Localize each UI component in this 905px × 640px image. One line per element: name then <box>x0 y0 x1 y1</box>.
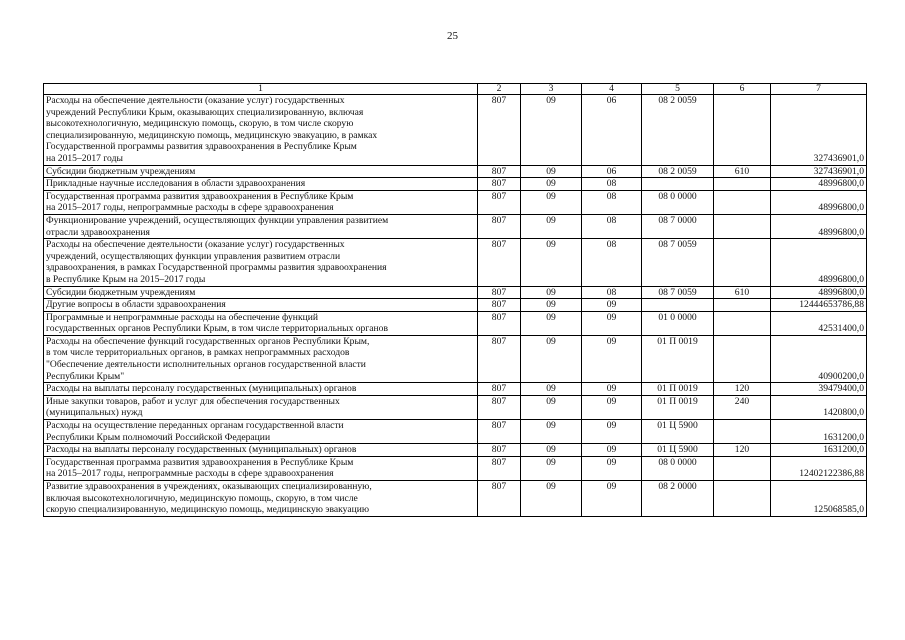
amount: 48996800,0 <box>771 239 867 286</box>
code-ministry: 807 <box>478 239 521 286</box>
code-ministry: 807 <box>478 95 521 166</box>
description-line: на 2015–2017 годы, непрограммные расходы в сфере здравоохранения <box>46 202 334 214</box>
code-subsection: 09 <box>582 444 642 457</box>
code-ministry: 807 <box>478 178 521 191</box>
code-expense-type <box>714 95 771 166</box>
description-line: Расходы на обеспечение деятельности (оказание услуг) государственных <box>46 239 345 251</box>
code-target: 08 7 0059 <box>642 286 714 299</box>
code-ministry: 807 <box>478 420 521 444</box>
amount: 327436901,0 <box>771 95 867 166</box>
code-expense-type: 240 <box>714 395 771 419</box>
code-target <box>642 178 714 191</box>
amount: 39479400,0 <box>771 383 867 396</box>
table-row <box>44 444 867 457</box>
row-description <box>44 420 478 444</box>
description-line: "Обеспечение деятельности исполнительных органов государственной власти <box>46 359 366 371</box>
row-description <box>44 190 478 214</box>
code-section: 09 <box>521 311 582 335</box>
table-row <box>44 311 867 335</box>
code-ministry: 807 <box>478 335 521 382</box>
table-row <box>44 95 867 166</box>
description-line: включая высокотехнологичную, медицинскую помощь, скорую, в том числе <box>46 492 358 504</box>
description-line: Субсидии бюджетным учреждениям <box>46 165 196 177</box>
code-target: 01 0 0000 <box>642 311 714 335</box>
code-target: 08 0 0000 <box>642 456 714 480</box>
code-subsection: 09 <box>582 335 642 382</box>
header-cell: 2 <box>478 84 521 95</box>
table-row <box>44 395 867 419</box>
table-row <box>44 481 867 517</box>
code-section: 09 <box>521 444 582 457</box>
code-expense-type <box>714 214 771 238</box>
description-line: Государственной программы развития здравоохранения в Республике Крым <box>46 141 357 153</box>
table-row <box>44 178 867 191</box>
code-subsection: 06 <box>582 95 642 166</box>
code-ministry: 807 <box>478 286 521 299</box>
code-ministry: 807 <box>478 395 521 419</box>
code-section: 09 <box>521 214 582 238</box>
description-line: Развитие здравоохранения в учреждениях, оказывающих специализированную, <box>46 481 372 492</box>
budget-table <box>43 83 867 517</box>
table-row <box>44 383 867 396</box>
header-cell: 1 <box>44 84 478 95</box>
code-expense-type <box>714 178 771 191</box>
table-row <box>44 286 867 299</box>
description-line: Государственная программа развития здравоохранения в Республике Крым <box>46 456 354 468</box>
row-description <box>44 239 478 286</box>
description-line: Иные закупки товаров, работ и услуг для обеспечения государственных <box>46 395 340 407</box>
code-ministry: 807 <box>478 299 521 312</box>
code-subsection: 08 <box>582 286 642 299</box>
description-line: Прикладные научные исследования в области здравоохранения <box>46 178 306 190</box>
code-subsection: 09 <box>582 420 642 444</box>
code-section: 09 <box>521 190 582 214</box>
code-target <box>642 299 714 312</box>
code-ministry: 807 <box>478 481 521 517</box>
amount: 1631200,0 <box>771 420 867 444</box>
description-line: Расходы на выплаты персоналу государственных (муниципальных) органов <box>46 383 357 395</box>
code-expense-type <box>714 456 771 480</box>
description-line: Расходы на выплаты персоналу государственных (муниципальных) органов <box>46 444 357 456</box>
code-section: 09 <box>521 335 582 382</box>
row-description <box>44 481 478 517</box>
code-expense-type <box>714 311 771 335</box>
table-row <box>44 214 867 238</box>
row-description <box>44 444 478 457</box>
table-row <box>44 299 867 312</box>
description-line: высокотехнологичную, медицинскую помощь, скорую, в том числе скорую <box>46 118 354 130</box>
description-line: Республики Крым полномочий Российской Федерации <box>46 431 271 443</box>
code-expense-type: 610 <box>714 165 771 178</box>
code-subsection: 09 <box>582 456 642 480</box>
row-description <box>44 178 478 191</box>
code-section: 09 <box>521 420 582 444</box>
description-line: специализированную, медицинскую помощь, медицинскую эвакуацию, в рамках <box>46 129 378 141</box>
row-description <box>44 311 478 335</box>
table-row <box>44 420 867 444</box>
code-ministry: 807 <box>478 165 521 178</box>
code-subsection: 08 <box>582 190 642 214</box>
amount: 48996800,0 <box>771 190 867 214</box>
amount: 42531400,0 <box>771 311 867 335</box>
description-line: здравоохранения, в рамках Государственной программы развития здравоохранения <box>46 262 387 274</box>
description-line: учреждений Республики Крым, оказывающих специализированную, включая <box>46 106 364 118</box>
code-target: 08 0 0000 <box>642 190 714 214</box>
code-expense-type <box>714 190 771 214</box>
code-section: 09 <box>521 178 582 191</box>
code-target: 08 2 0059 <box>642 95 714 166</box>
row-description <box>44 395 478 419</box>
amount: 327436901,0 <box>771 165 867 178</box>
row-description <box>44 456 478 480</box>
code-subsection: 09 <box>582 383 642 396</box>
amount: 125068585,0 <box>771 481 867 517</box>
table-row <box>44 190 867 214</box>
code-subsection: 09 <box>582 311 642 335</box>
description-line: государственных органов Республики Крым, в том числе территориальных органов <box>46 323 389 335</box>
code-target: 01 П 0019 <box>642 395 714 419</box>
header-row <box>44 84 867 95</box>
code-ministry: 807 <box>478 311 521 335</box>
description-line: на 2015–2017 годы, непрограммные расходы в сфере здравоохранения <box>46 468 334 480</box>
code-expense-type <box>714 299 771 312</box>
code-section: 09 <box>521 299 582 312</box>
code-section: 09 <box>521 481 582 517</box>
amount: 48996800,0 <box>771 286 867 299</box>
header-cell: 6 <box>714 84 771 95</box>
code-subsection: 08 <box>582 214 642 238</box>
row-description <box>44 383 478 396</box>
amount: 1420800,0 <box>771 395 867 419</box>
code-ministry: 807 <box>478 456 521 480</box>
description-line: Государственная программа развития здравоохранения в Республике Крым <box>46 190 354 202</box>
code-target: 01 П 0019 <box>642 335 714 382</box>
amount: 12444653786,88 <box>771 299 867 312</box>
table-row <box>44 335 867 382</box>
row-description <box>44 299 478 312</box>
code-target: 08 2 0059 <box>642 165 714 178</box>
header-cell: 4 <box>582 84 642 95</box>
code-section: 09 <box>521 95 582 166</box>
code-subsection: 09 <box>582 481 642 517</box>
row-description <box>44 165 478 178</box>
code-expense-type: 610 <box>714 286 771 299</box>
code-target: 01 Ц 5900 <box>642 444 714 457</box>
description-line: в том числе территориальных органов, в рамках непрограммных расходов <box>46 347 350 359</box>
code-subsection: 06 <box>582 165 642 178</box>
row-description <box>44 214 478 238</box>
code-subsection: 09 <box>582 395 642 419</box>
code-target: 01 П 0019 <box>642 383 714 396</box>
code-expense-type <box>714 420 771 444</box>
code-section: 09 <box>521 456 582 480</box>
row-description <box>44 95 478 166</box>
code-target: 01 Ц 5900 <box>642 420 714 444</box>
code-target: 08 2 0000 <box>642 481 714 517</box>
amount: 1631200,0 <box>771 444 867 457</box>
code-ministry: 807 <box>478 383 521 396</box>
code-section: 09 <box>521 239 582 286</box>
description-line: Программные и непрограммные расходы на обеспечение функций <box>46 311 319 323</box>
code-ministry: 807 <box>478 190 521 214</box>
header-cell: 5 <box>642 84 714 95</box>
description-line: Расходы на обеспечение функций государственных органов Республики Крым, <box>46 335 370 347</box>
code-subsection: 08 <box>582 239 642 286</box>
description-line: отрасли здравоохранения <box>46 226 150 238</box>
code-expense-type <box>714 239 771 286</box>
code-expense-type: 120 <box>714 383 771 396</box>
table-row <box>44 165 867 178</box>
description-line: скорую специализированную, медицинскую помощь, медицинскую эвакуацию <box>46 504 370 516</box>
description-line: Расходы на обеспечение деятельности (оказание услуг) государственных <box>46 95 345 106</box>
code-ministry: 807 <box>478 214 521 238</box>
description-line: Расходы на осуществление переданных органам государственной власти <box>46 420 344 432</box>
code-ministry: 807 <box>478 444 521 457</box>
row-description <box>44 286 478 299</box>
description-line: Республики Крым" <box>46 370 125 382</box>
header-cell: 7 <box>771 84 867 95</box>
code-expense-type <box>714 481 771 517</box>
table-row <box>44 456 867 480</box>
amount: 40900200,0 <box>771 335 867 382</box>
header-cell: 3 <box>521 84 582 95</box>
description-line: Субсидии бюджетным учреждениям <box>46 286 196 298</box>
description-line: Другие вопросы в области здравоохранения <box>46 299 226 311</box>
amount: 48996800,0 <box>771 214 867 238</box>
code-subsection: 08 <box>582 178 642 191</box>
amount: 48996800,0 <box>771 178 867 191</box>
amount: 12402122386,88 <box>771 456 867 480</box>
code-section: 09 <box>521 286 582 299</box>
code-expense-type: 120 <box>714 444 771 457</box>
description-line: на 2015–2017 годы <box>46 152 123 164</box>
description-line: (муниципальных) нужд <box>46 407 143 419</box>
code-expense-type <box>714 335 771 382</box>
description-line: Функционирование учреждений, осуществляющих функции управления развитием <box>46 214 389 226</box>
description-line: учреждений, осуществляющих функции управления развитием отрасли <box>46 250 341 262</box>
row-description <box>44 335 478 382</box>
description-line: в Республике Крым на 2015–2017 годы <box>46 273 206 285</box>
table-row <box>44 239 867 286</box>
code-subsection: 09 <box>582 299 642 312</box>
code-section: 09 <box>521 383 582 396</box>
code-target: 08 7 0000 <box>642 214 714 238</box>
code-section: 09 <box>521 165 582 178</box>
page-number: 25 <box>447 30 458 42</box>
code-target: 08 7 0059 <box>642 239 714 286</box>
code-section: 09 <box>521 395 582 419</box>
